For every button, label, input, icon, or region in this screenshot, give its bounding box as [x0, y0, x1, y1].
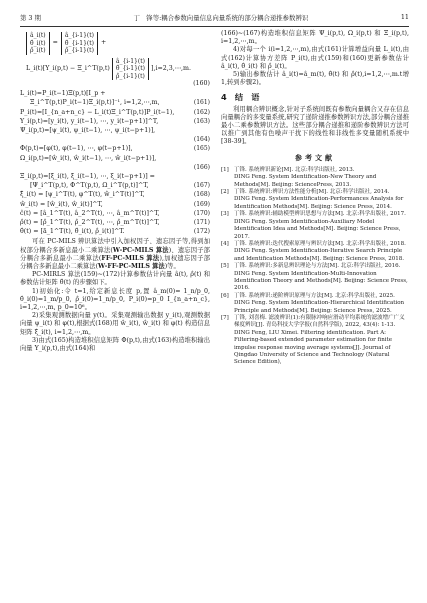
estimate-vector-inner: â_{i-1}(t) θ̂_{i-1}(t) ρ̂_{i-1}(t): [112, 58, 149, 81]
right-column: [221, 30, 409, 367]
estimate-vector-current: â_i(t) θ̂_i(t) ρ̂_i(t): [26, 32, 50, 55]
reference-item: DING Feng. System Identification-New Theory and Methods[M]. Beijing: SciencePress, 2013.: [234, 174, 377, 188]
equation-line: (164): [193, 136, 210, 144]
equation-number: (160): [193, 80, 210, 87]
equation-line: Ψ_i(p,t)=[ψ_i(t), ψ_i(t−1), ⋯, ψ_i(t−p+1)],: [20, 127, 156, 135]
references-heading: 参考文献: [295, 153, 335, 162]
equation-gain-term: L_i(t)[Y_i(p,t) − Ξ_i^T(p,t): [26, 64, 110, 72]
reference-item: [3] 丁锋. 系统辨识:辅助模型辨识思想与方法[M]. 北京:科学出版社, 2017.: [221, 211, 406, 218]
equation-line: Ξ_i^T(p,t)P_i(t−1)Ξ_i(p,t)]⁻¹, i=1,2,⋯,m, (161): [30, 99, 210, 107]
step-2-paragraph: 2)采集观测数据向量 y(t)。采集观测输出数据 y_i(t),观测数据向量 ψ_i(t) 和 φ(t),根据式(168)用 ŵ_i(t), ŵ_i(t) 和 φ(t) 构造信息矩阵 ξ̂_i(t), i=1,2,⋯,m。: [20, 312, 210, 336]
step-3-continuation: (166)~(167)构造堆积信息矩阵 Ψ_i(p,t), Ω_i(p,t) 和 Ξ_i(p,t), i=1,2,⋯,m。: [221, 30, 409, 46]
equation-line: [Ψ_i^T(p,t), Φ^T(p,t), Ω_i^T(p,t)]^T, (167): [30, 182, 210, 190]
reference-item: [5] 丁锋. 系统辨识:多新息辨识理论与方法[M]. 北京:科学出版社, 2016.: [221, 263, 401, 270]
reference-item: [2] 丁锋. 系统辨识:辨识方法性能分析[M]. 北京:科学出版社, 2014.: [221, 189, 390, 196]
equation-line: Φ(p,t)=[φ(t), φ(t−1), ⋯, φ(t−p+1)], (165): [20, 145, 210, 153]
running-title: 丁 锋等:耦合参数向量信息向量系统的部分耦合递推参数辨识: [133, 13, 309, 22]
equation-index-range: ],i=2,3,⋯,m.: [150, 64, 192, 72]
step-4-paragraph: 4)对每一个 i(i=1,2,⋯,m),由式(161)计算增益向量 L_i(t),由式(162)计算协方差阵 P_i(t),由式(159)和(160)更新参数估计 â_i(t), θ̂_i(t) 和 ρ̂_i(t)。: [221, 46, 409, 70]
estimate-vector-previous: â_{i-1}(t) θ̂_{i-1}(t) ρ̂_{i-1}(t): [61, 32, 98, 55]
section-heading-conclusion: 4 结 语: [221, 92, 260, 103]
page-number: 11: [400, 13, 409, 21]
step-3-paragraph: 3)由式(165)构造堆积信息矩阵 Φ(p,t),由式(163)构造堆积输出向量 Y_i(p,t),由式(164)和: [20, 336, 210, 353]
algorithm-variants-paragraph: 可在 PC-MILS 辨识算法中引入加权因子、遗忘因子等,得到加权部分耦合多新息最小二乘算法(W-PC-MILS 算法)、遗忘因子部分耦合多新息最小二乘算法(FF-PC-MILS 算法),加权遗忘因子部分耦合多新息最小二乘算法(W-FF-PC-MILS 算法)等。: [20, 238, 210, 271]
reference-item: [1] 丁锋. 系统辨识新论[M]. 北京:科学出版社, 2013.: [221, 166, 355, 173]
reference-item: DING Feng. System Identification-Multi-Innovation Identification Theory and Methods[M]. Beijing: Science Press, 2016.: [234, 270, 408, 292]
equation-line: ĉ(t) = [â_1^T(t), â_2^T(t), ⋯, â_m^T(t)]^T, (170): [20, 209, 210, 217]
equation-line: ŵ_i(t) = [ŵ_i(t), ŵ_i(t)]^T, (169): [20, 200, 210, 208]
matrix-equation-block: â_i(t) θ̂_i(t) ρ̂_i(t) = â_{i-1}(t) θ̂_{i-1}(t) ρ̂_{i-1}(t) + L_i(t)[Y_i(p,t) − Ξ_i^T(p,t) â_{i-1}(t) θ̂_{i-1}(t) ρ̂_{i-1}(t) ],i=2,3,⋯,m. (160): [26, 32, 210, 87]
running-header: [20, 10, 409, 27]
equation-line: ξ̂_i(t) = [ψ_i^T(t), φ^T(t), ŵ_i^T(t)]^T, (168): [20, 191, 210, 199]
equation-line: ρ̂(t) = [ρ̂_1^T(t), ρ̂_2^T(t), ⋯, ρ̂_m^T(t)]^T, (171): [20, 219, 210, 227]
step-1-paragraph: 1)初始化:令 t=1,给定新息长度 p,置 â_m(0)= 1_n/p_0, θ̂_i(0)=1_m/p_0, ρ̂_i(0)=1_n/p_0, P_i(0)=p_0 I_{n_a+n_c}, i=1,2,⋯,m, p_0=10⁶。: [20, 287, 210, 312]
reference-item: DING Feng. System Identification-Iterative Search Principle and Identification Methods[M]. Beijing: Science Press, 2018.: [234, 248, 405, 262]
equation-line: Y_i(p,t)=[y_i(t), y_i(t−1), ⋯, y_i(t−p+1)]^T, (163): [20, 117, 210, 125]
equation-list: [20, 90, 210, 236]
equation-line: (166): [193, 163, 210, 171]
reference-item: DING Feng, LIU Ximei. Filtering identification. Part A: Filtering-based extended parameter estimation for finite impulse response moving average systems[J]. Journal of Qingdao University of Science and Technology (Natural Science Edition),: [234, 329, 392, 366]
reference-item: DING Feng. System Identification-Auxiliary Model Identification Idea and Methods[M]. Beijing: Science Press, 2017.: [234, 218, 401, 240]
step-5-paragraph: 5)输出参数估计 â_i(t)=â_m(t), θ̂(t) 和 ρ̂(t),i=1,2,⋯,m.t增1,转到步骤2)。: [221, 71, 409, 87]
equation-line: θ̂(t) = [ã_1^T(t), θ̂_i(t), ρ̂_i(t)]^T. (172): [20, 228, 210, 236]
issue-number: 第 3 期: [20, 13, 41, 22]
reference-item: DING Feng. System Identification-Performances Analysis for Identification Methods[M]. Beijing: Science Press, 2014.: [234, 196, 404, 210]
reference-item: [7] 丁锋, 刘喜梅. 滤波辨识(1):有限脉冲响应滑动平均系统的滤波增广广义梯度辨识[J]. 青岛科技大学学报(自然科学版), 2022, 43(4): 1-13.: [221, 314, 405, 329]
reference-item: [4] 丁锋. 系统辨识:迭代搜索原理与辨识方法[M]. 北京:科学出版社, 2018.: [221, 240, 406, 247]
reference-list: [221, 167, 409, 367]
reference-item: [6] 丁锋. 系统辨识:递阶辨识原理与方法[M]. 北京:科学出版社, 2025.: [221, 292, 395, 299]
conclusion-paragraph: 利用耦合辨识概念,针对子系统间既有参数向量耦合又存在信息向量耦合的多变量系统,研究了递阶递推参数辨识方法,部分耦合递推最小二乘参数辨识方法。这些部分耦合递推和递阶参数辨识方法可以推广到其他有色噪声干扰下的线性和非线性多变量随机系统中[38-39]。: [221, 105, 409, 146]
left-column: [20, 30, 210, 353]
equation-line: L_i(t)=P_i(t−1)Ξ(p,t)[I_p +: [20, 90, 106, 98]
equation-line: P_i(t)=[I_{n_a+n_c} − L_i(t)Ξ_i^T(p,t)]P_i(t−1), (162): [20, 108, 210, 116]
algorithm-steps-intro: PC-MIRLS 算法(159)~(172)计算参数估计向量 â(t), ρ̂(t) 和参数估计矩阵 θ̂(t) 的步骤如下。: [20, 271, 210, 287]
reference-item: DING Feng. System Identification-Hierarchical Identification Principle and Methods[M]. Beijing: Science Press, 2025.: [234, 300, 405, 314]
equation-line: Ξ_i(p,t)=[ξ_i(t), ξ_i(t−1), ⋯, ξ_i(t−p+1)] =: [20, 173, 155, 181]
equation-line: Ω_i(p,t)=[ŵ_i(t), ŵ_i(t−1), ⋯, ŵ_i(t−p+1)],: [20, 154, 157, 162]
